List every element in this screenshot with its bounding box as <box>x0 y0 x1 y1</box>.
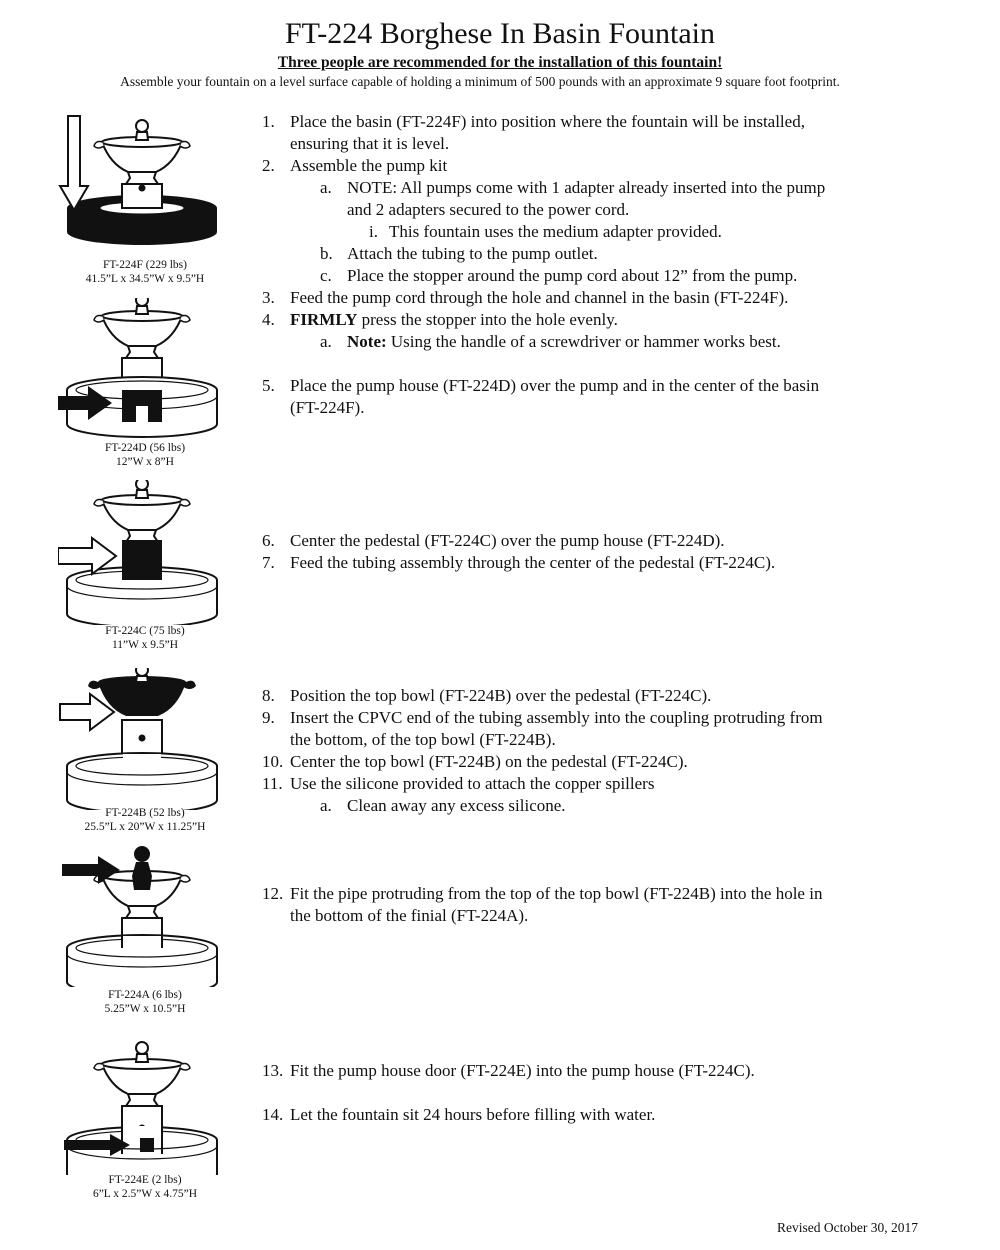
step-2-text: Assemble the pump kit <box>290 156 448 175</box>
figure-finial-ft-224a <box>58 842 226 987</box>
step-13-text: Fit the pump house door (FT-224E) into the pump house (FT-224C). <box>290 1061 755 1080</box>
substep-letter: c. <box>320 266 332 285</box>
step-5-text-cont: (FT-224F). <box>290 398 365 417</box>
step-number: 14. <box>262 1105 284 1124</box>
step-number: 3. <box>262 288 275 307</box>
caption-ft-224c: FT-224C (75 lbs) 11”W x 9.5”H <box>105 625 185 651</box>
figure-pedestal-ft-224c <box>58 480 226 625</box>
step-number: 5. <box>262 376 275 395</box>
step-2a-text: NOTE: All pumps come with 1 adapter already inserted into the pump <box>347 178 826 197</box>
figure-pump-house-ft-224d <box>58 298 226 443</box>
step-3-text: Feed the pump cord through the hole and channel in the basin (FT-224F). <box>290 288 789 307</box>
step-4-text: FIRMLY press the stopper into the hole evenly. <box>290 310 618 329</box>
caption-ft-224d: FT-224D (56 lbs) 12”W x 8”H <box>104 442 186 468</box>
step-number: 8. <box>262 686 275 705</box>
step-number: 12. <box>262 884 284 903</box>
step-1-text: Place the basin (FT-224F) into position where the fountain will be installed, <box>290 112 805 131</box>
step-number: 1. <box>262 112 275 131</box>
step-12-text-cont: the bottom of the finial (FT-224A). <box>290 906 529 925</box>
substep-letter: a. <box>320 332 332 351</box>
installation-warning: Three people are recommended for the installation of this fountain! <box>277 54 723 71</box>
step-11-text: Use the silicone provided to attach the copper spillers <box>290 774 655 793</box>
step-7-text: Feed the tubing assembly through the center of the pedestal (FT-224C). <box>290 553 776 572</box>
step-number: 7. <box>262 553 275 572</box>
step-2a-text-cont: and 2 adapters secured to the power cord. <box>347 200 630 219</box>
assembly-instructions-intro: Assemble your fountain on a level surface capable of holding a minimum of 500 pounds with an approximate 9 square foot footprint. <box>120 74 840 89</box>
step-4a-text: Note: Using the handle of a screwdriver or hammer works best. <box>347 332 781 351</box>
arrow-down-icon <box>60 116 88 210</box>
arrow-right-icon <box>60 694 114 730</box>
step-number: 6. <box>262 531 275 550</box>
figure-basin-ft-224f <box>58 114 226 260</box>
step-6-text: Center the pedestal (FT-224C) over the pump house (FT-224D). <box>290 531 725 550</box>
caption-ft-224b: FT-224B (52 lbs) 25.5”L x 20”W x 11.25”H <box>84 807 206 833</box>
step-number: 10. <box>262 752 284 771</box>
step-12-text: Fit the pipe protruding from the top of the top bowl (FT-224B) into the hole in <box>290 884 823 903</box>
caption-ft-224f: FT-224F (229 lbs) 41.5”L x 34.5”W x 9.5”H <box>85 259 205 285</box>
page-title: FT-224 Borghese In Basin Fountain <box>284 17 715 50</box>
figure-top-bowl-ft-224b <box>58 668 226 810</box>
step-1-text-cont: ensuring that it is level. <box>290 134 450 153</box>
step-number: 13. <box>262 1061 284 1080</box>
revision-date: Revised October 30, 2017 <box>777 1220 918 1235</box>
step-11a-text: Clean away any excess silicone. <box>347 796 566 815</box>
step-2ai-text: This fountain uses the medium adapter provided. <box>389 222 722 241</box>
step-2b-text: Attach the tubing to the pump outlet. <box>347 244 598 263</box>
substep-letter: a. <box>320 178 332 197</box>
caption-ft-224e: FT-224E (2 lbs) 6”L x 2.5”W x 4.75”H <box>92 1174 198 1200</box>
step-10-text: Center the top bowl (FT-224B) on the pedestal (FT-224C). <box>290 752 688 771</box>
step-number: 4. <box>262 310 275 329</box>
step-9-text-cont: the bottom, of the top bowl (FT-224B). <box>290 730 556 749</box>
step-number: 9. <box>262 708 275 727</box>
caption-ft-224a: FT-224A (6 lbs) 5.25”W x 10.5”H <box>104 989 186 1015</box>
step-8-text: Position the top bowl (FT-224B) over the pedestal (FT-224C). <box>290 686 712 705</box>
substep-letter: b. <box>320 244 333 263</box>
step-9-text: Insert the CPVC end of the tubing assembly into the coupling protruding from <box>290 708 823 727</box>
substep-letter: a. <box>320 796 332 815</box>
step-number: 2. <box>262 156 275 175</box>
figure-pump-house-door-ft-224e <box>58 1030 226 1175</box>
step-2c-text: Place the stopper around the pump cord about 12” from the pump. <box>347 266 798 285</box>
substep-roman: i. <box>369 222 378 241</box>
step-number: 11. <box>262 774 283 793</box>
step-14-text: Let the fountain sit 24 hours before filling with water. <box>290 1105 656 1124</box>
step-5-text: Place the pump house (FT-224D) over the pump and in the center of the basin <box>290 376 820 395</box>
